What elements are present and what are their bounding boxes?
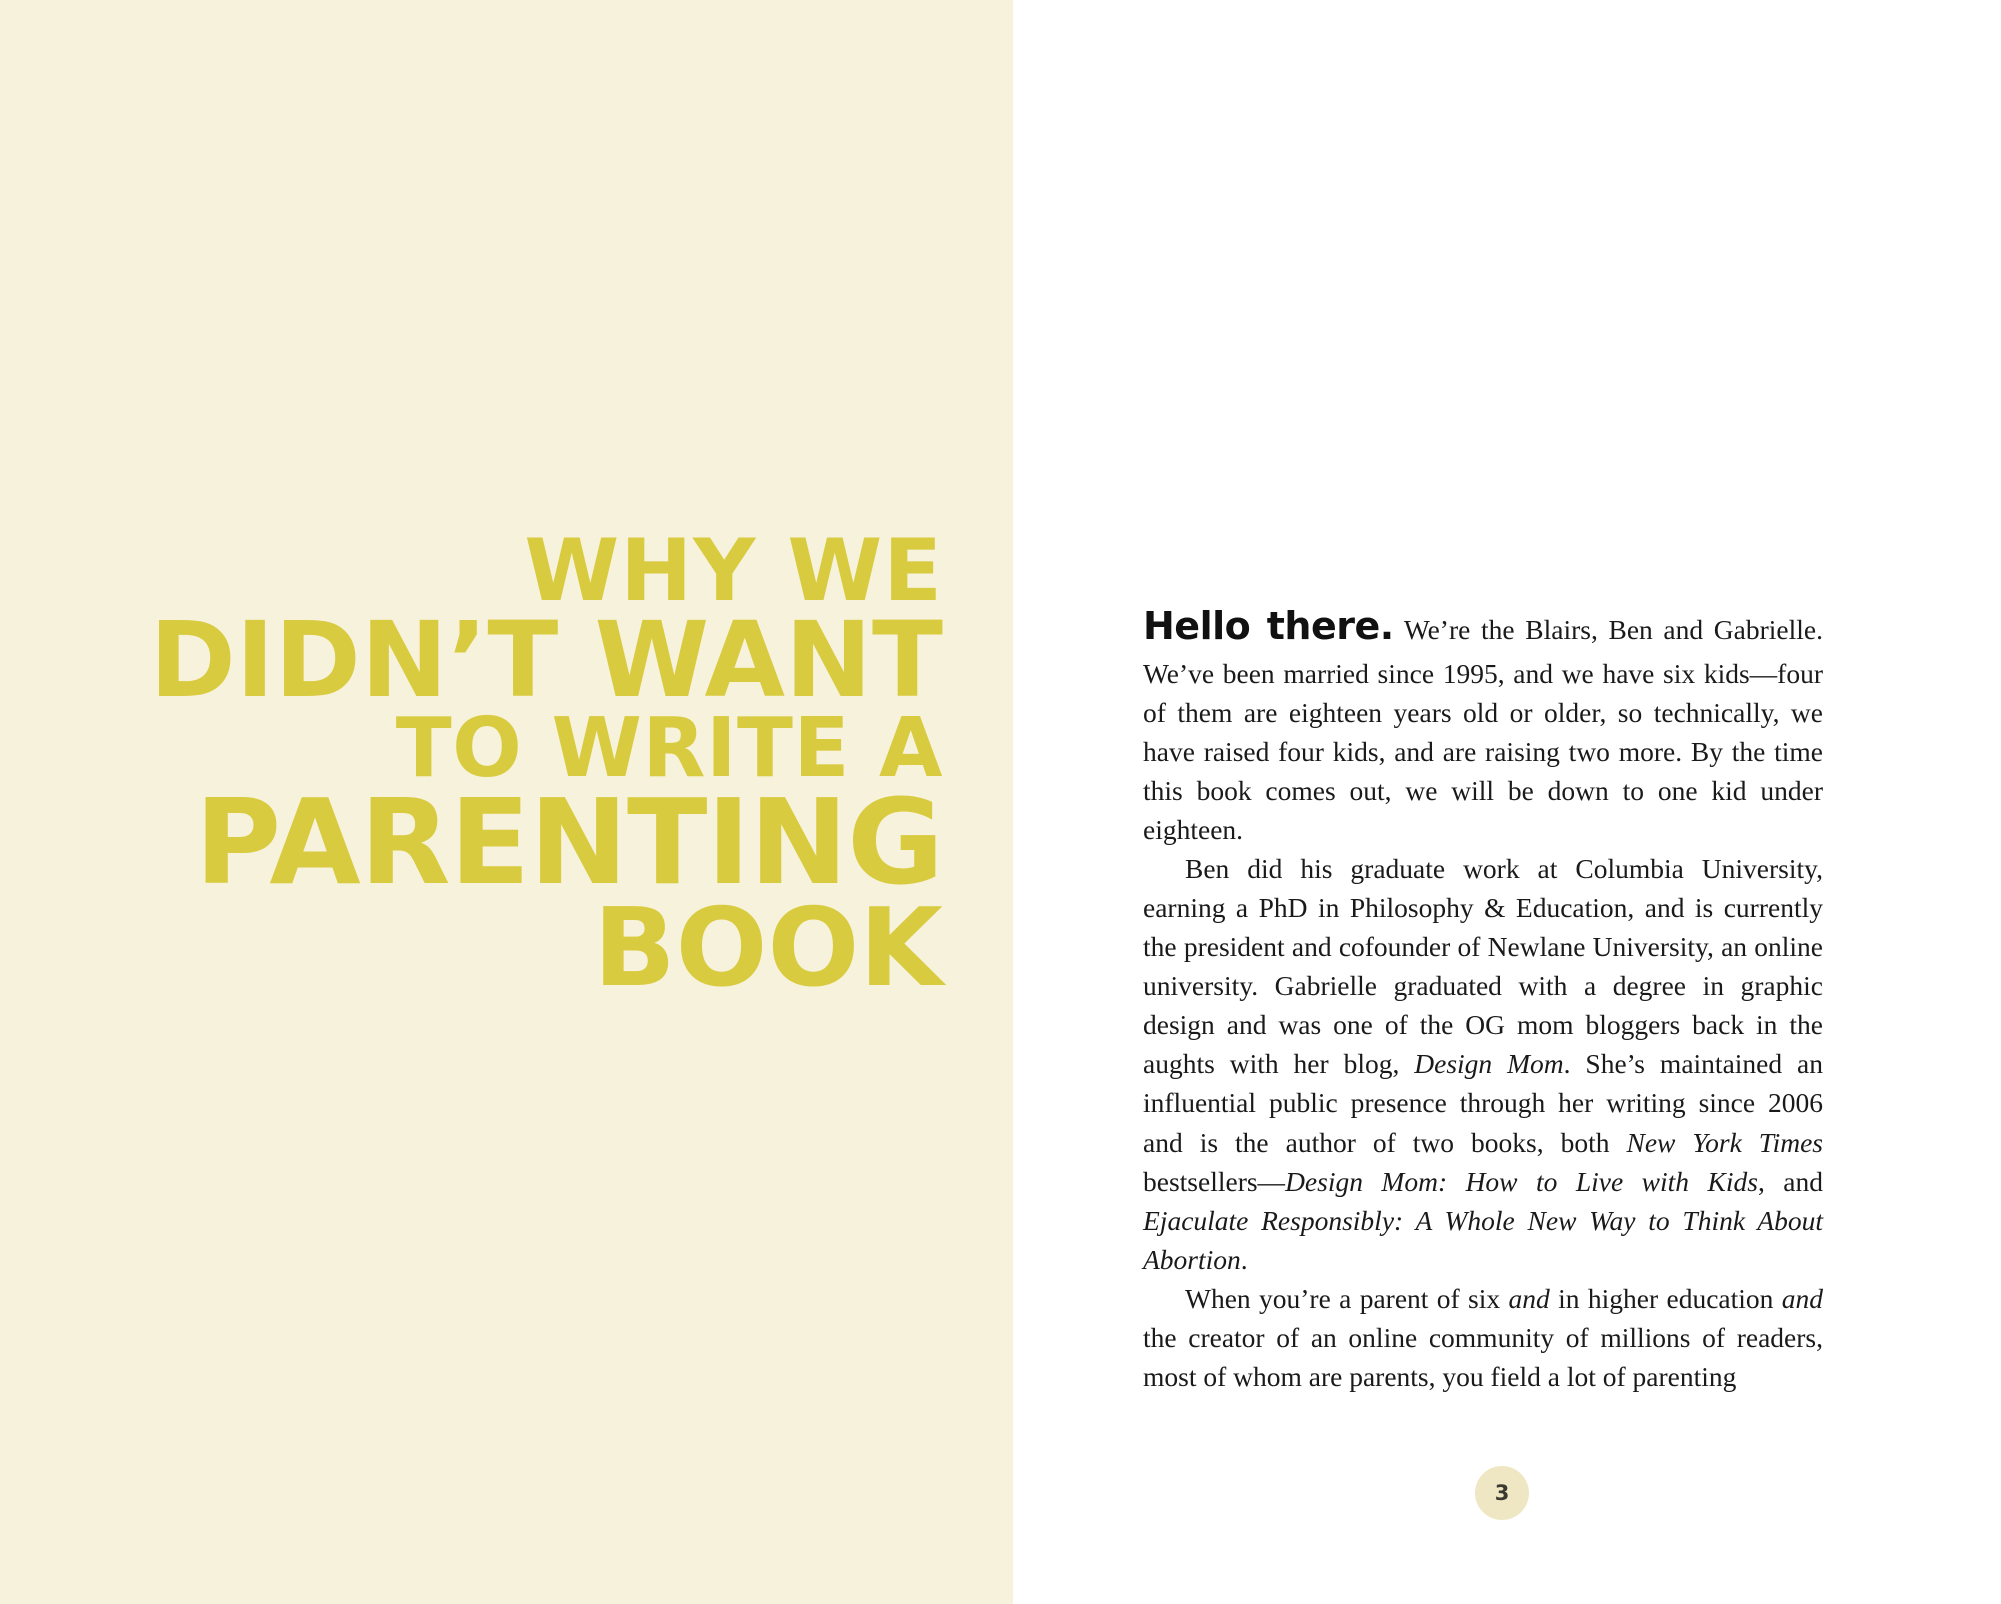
paragraph-2-part-3: bestsellers— [1143,1165,1286,1197]
page-number-badge [1475,1466,1529,1520]
paragraph-3-part-1: When you’re a parent of six [1185,1282,1509,1314]
paragraph-1-text: We’re the Blairs, Ben and Gabrielle. We’ve been married since 1995, and we have six kids—four of them are eighteen years old or older, so technically, we have raised four kids, and are raising two more. By the time this book comes out, we will be down to one kid under eighteen. [1143,614,1823,846]
book-title-ejaculate-responsibly: Ejaculate Responsibly: A Whole New Way to Think About Abortion [1143,1204,1823,1275]
paragraph-1 [1143,600,1823,849]
paragraph-2-part-5: . [1240,1243,1248,1275]
paragraph-2-part-1: Ben did his graduate work at Columbia University, earning a PhD in Philosophy & Education, and is currently the president and cofounder of Newlane University, an online university. Gabrielle graduated with a degree in graphic design and was one of the OG mom bloggers back in the aughts with her blog, [1143,853,1823,1080]
paragraph-2-part-4: , and [1757,1165,1823,1197]
chapter-title-line-4: PARENTING [194,773,943,912]
paragraph-3-part-3: the creator of an online community of millions of readers, most of whom are parents, you field a lot of parenting [1143,1321,1823,1392]
chapter-title-line-2: DIDN’T WANT [149,599,943,722]
chapter-title-line-5: BOOK [593,886,943,1011]
book-title-design-mom-blog: Design Mom [1414,1048,1564,1080]
emphasis-and-1: and [1508,1282,1550,1314]
chapter-title-line-3: TO WRITE A [395,701,943,797]
chapter-title-line-1: WHY WE [524,521,943,622]
body-text-column [1143,600,1823,1396]
emphasis-and-2: and [1781,1282,1823,1314]
paragraph-2-part-2: . She’s maintained an influential public presence through her writing since 2006 and is the author of two books, both [1143,1048,1823,1158]
publication-new-york-times: New York Times [1626,1126,1823,1158]
page-number: 3 [1494,1481,1510,1505]
book-title-design-mom: Design Mom: How to Live with Kids [1285,1165,1758,1197]
chapter-title [0,521,943,1011]
paragraph-3 [1143,1279,1823,1396]
right-page [1013,0,2001,1604]
paragraph-2 [1143,849,1823,1279]
lead-in-phrase: Hello there. [1143,604,1394,648]
paragraph-3-part-2: in higher education [1549,1282,1782,1314]
